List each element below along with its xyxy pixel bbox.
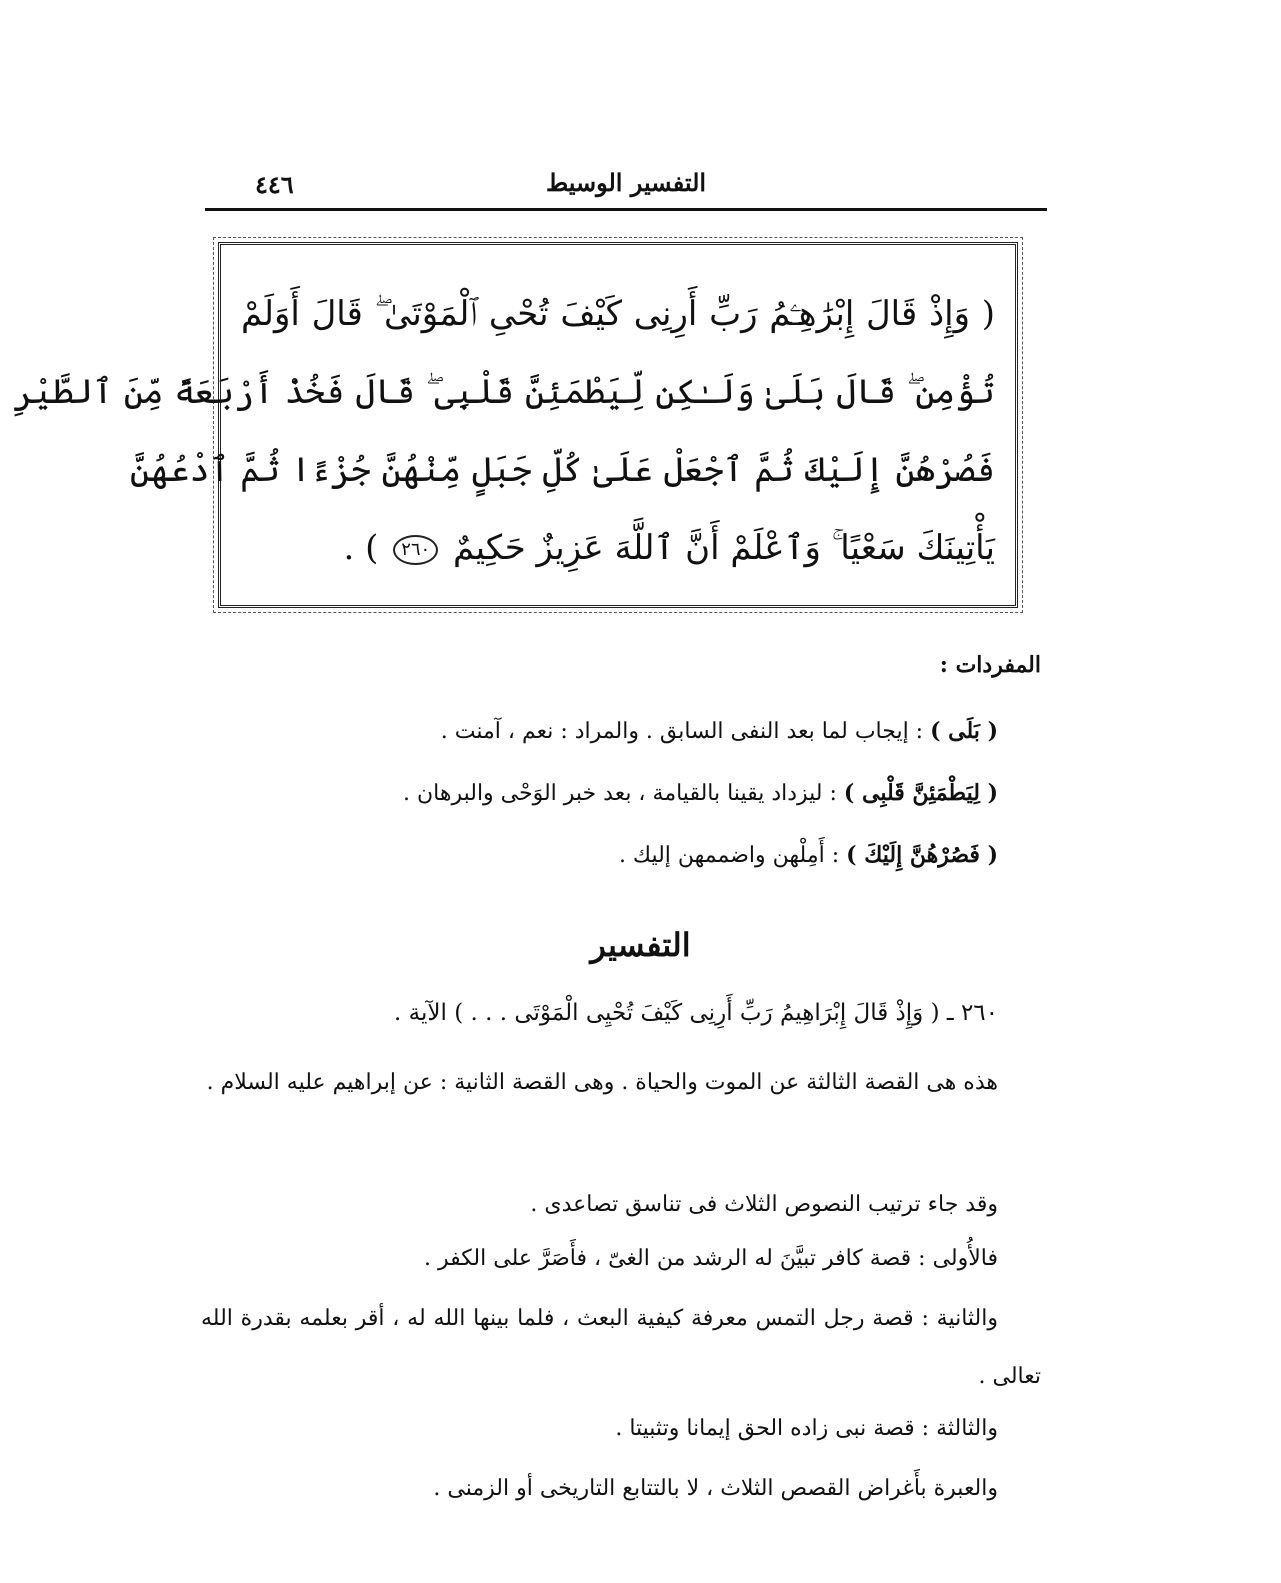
verse-line-2: تُؤْمِن ۖ قَالَ بَلَىٰ وَلَـٰكِن لِّيَطْمَئِنَّ قَلْبِى ۖ قَالَ فَخُذْ أَرْبَعَةً مِّنَ ٱلطَّيْرِ xyxy=(13,372,995,412)
paragraph: والعبرة بأَغراض القصص الثلاث ، لا بالتتابع التاريخى أو الزمنى . xyxy=(433,1476,998,1501)
paragraph: وقد جاء ترتيب النصوص الثلاث فى تناسق تصاعدى . xyxy=(530,1192,998,1217)
paragraph: فالأُولى : قصة كافر تبيَّنَ له الرشد من الغىّ ، فأَصَرَّ على الكفر . xyxy=(424,1246,998,1271)
tafsir-heading: التفسير xyxy=(590,926,691,964)
paragraph: والثالثة : قصة نبى زاده الحق إيمانا وتثبيتا . xyxy=(615,1416,998,1441)
vocabulary-definition: : ليزداد يقينا بالقيامة ، بعد خبر الوَحْى والبرهان . xyxy=(403,781,837,806)
verse-line-4-text: يَأْتِينَكَ سَعْيًا ۚ وَٱعْلَمْ أَنَّ ٱللَّهَ عَزِيزٌ حَكِيمٌ xyxy=(453,528,995,568)
vocabulary-term: ( فَصُرْهُنَّ إِلَيْكَ ) xyxy=(846,842,998,868)
vocabulary-item xyxy=(198,718,998,744)
verse-line-3: فَصُرْهُنَّ إِلَيْكَ ثُمَّ ٱجْعَلْ عَلَىٰ كُلِّ جَبَلٍ مِّنْهُنَّ جُزْءًا ثُمَّ ٱدْعُهُنَّ xyxy=(129,450,995,490)
paragraph: والثانية : قصة رجل التمس معرفة كيفية البعث ، فلما بينها الله له ، أقر بعلمه بقدرة الله تعالى . xyxy=(201,1306,1041,1389)
verse-text xyxy=(13,275,995,587)
quran-verse-box xyxy=(13,242,1018,608)
vocabulary-definition: : إيجاب لما بعد النفى السابق . والمراد : نعم ، آمنت . xyxy=(440,719,924,744)
verse-reference: ٢٦٠ ـ ( وَإِذْ قَالَ إِبْرَاهِيمُ رَبِّ أَرِنِى كَيْفَ تُحْيِى الْمَوْتَى . . . ) الآية . xyxy=(394,1000,998,1026)
vocabulary-term: ( بَلَى ) xyxy=(930,718,998,744)
vocabulary-item xyxy=(198,780,998,806)
book-title: التفسير الوسيط xyxy=(545,168,707,197)
ayah-number-marker: ٢٦٠ xyxy=(393,535,438,565)
page-number: ٤٤٦ xyxy=(255,170,294,199)
page-header xyxy=(205,162,1047,210)
verse-line-4 xyxy=(241,509,995,587)
verse-closing: ) . xyxy=(343,528,379,568)
vocabulary-definition: : أَمِلْهن واضممهن إليك . xyxy=(618,843,840,868)
paragraph: هذه هى القصة الثالثة عن الموت والحياة . وهى القصة الثانية : عن إبراهيم عليه السلام . xyxy=(206,1070,998,1095)
header-rule xyxy=(205,208,1047,211)
vocabulary-term: ( لِيَطْمَئِنَّ قَلْبِى ) xyxy=(843,780,998,806)
verse-line-1: ( وَإِذْ قَالَ إِبْرَٰهِـۧمُ رَبِّ أَرِنِى كَيْفَ تُحْىِ ٱلْمَوْتَىٰ ۖ قَالَ أَوَلَمْ xyxy=(241,294,995,334)
vocabulary-heading: المفردات : xyxy=(939,652,1041,678)
vocabulary-item xyxy=(198,842,998,868)
